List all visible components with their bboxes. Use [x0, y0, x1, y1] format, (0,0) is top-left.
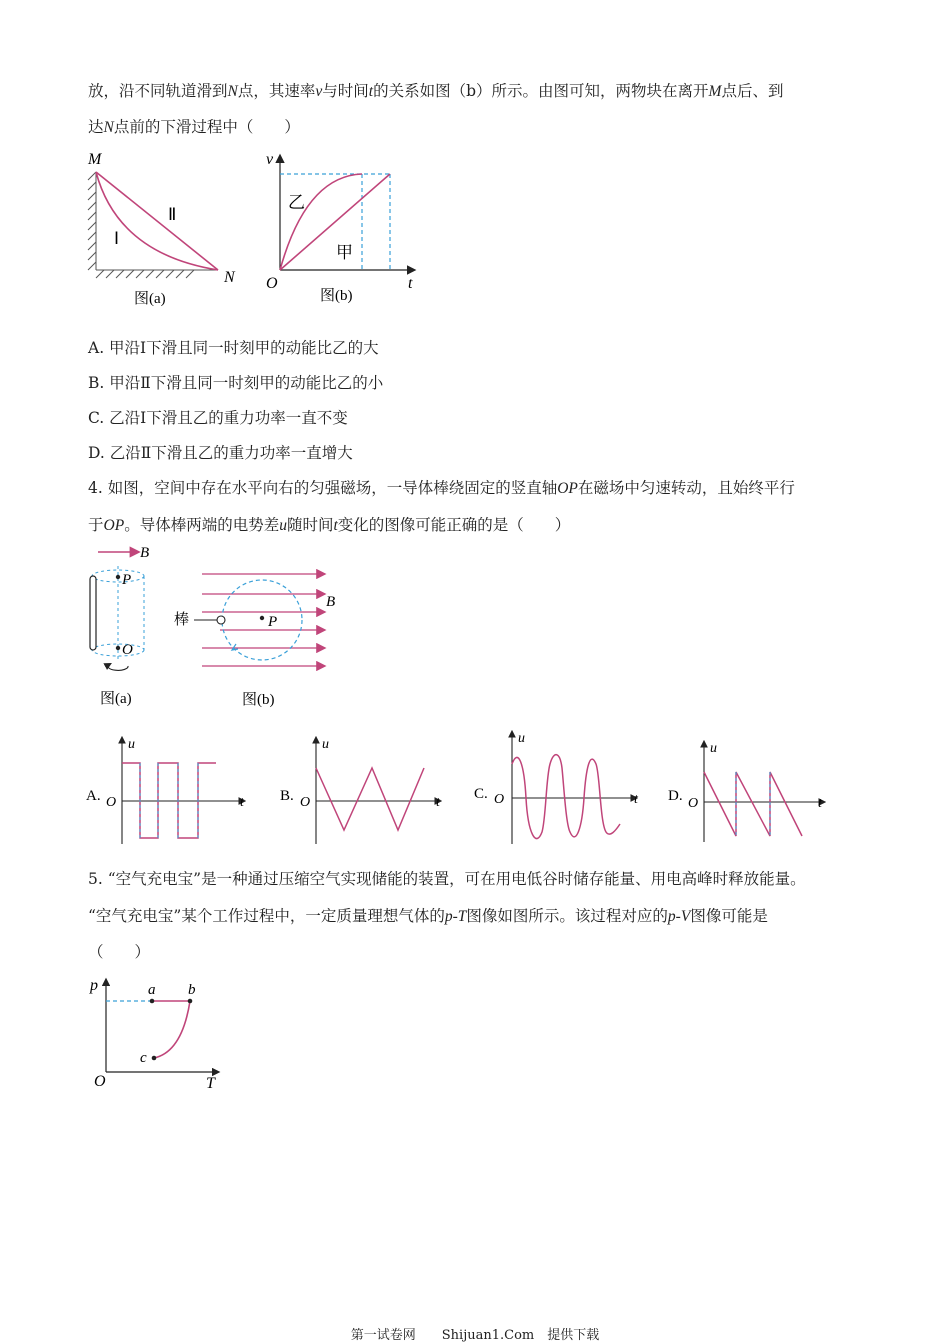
rod-cross-section — [217, 616, 225, 624]
label-P: P — [122, 572, 132, 588]
option-label: C. — [474, 786, 488, 802]
label-track-II: Ⅱ — [168, 205, 177, 224]
q4-figure-b — [170, 560, 350, 716]
caption-q4-fig-b: 图(b) — [242, 692, 275, 708]
wall-hatch — [88, 172, 216, 278]
triangle-wave — [316, 768, 424, 830]
label-O: O — [122, 642, 133, 658]
point-P — [116, 575, 120, 579]
q3-figure-b — [262, 146, 422, 311]
label-track-I: Ⅰ — [114, 229, 120, 248]
q5-pT-figure — [86, 974, 236, 1094]
curve-bc — [154, 1001, 190, 1058]
label-O: O — [688, 796, 699, 811]
label-u: u — [322, 737, 329, 752]
caption-fig-a: 图(a) — [134, 291, 166, 307]
track-II — [96, 172, 218, 270]
label-t: t — [240, 795, 244, 810]
rotation-arrowhead — [232, 644, 238, 650]
q3-option-b: B. 甲沿Ⅱ下滑且同一时刻甲的动能比乙的小 — [88, 374, 384, 392]
q3-figure-a — [84, 146, 244, 311]
rotation-arrow — [108, 664, 128, 670]
label-yi: 乙 — [288, 193, 305, 213]
label-P: P — [268, 614, 278, 630]
q4-stem-line1: 4. 如图，空间中存在水平向右的匀强磁场，一导体棒绕固定的竖直轴OP在磁场中匀速转动，且始终平行 — [88, 479, 795, 497]
label-b: b — [188, 982, 196, 998]
label-N: N — [224, 269, 235, 286]
q3-stem-line1: 放，沿不同轨道滑到N点，其速率v与时间t的关系如图（b）所示。由图可知，两物块在离开M点后、到 — [88, 82, 784, 100]
q5-stem-line1: 5. “空气充电宝”是一种通过压缩空气实现储能的装置，可在用电低谷时储存能量、用电高峰时释放能量。 — [88, 870, 806, 888]
caption-fig-b: 图(b) — [320, 288, 353, 304]
conductor-rod — [90, 576, 96, 650]
label-O: O — [106, 795, 117, 810]
label-a: a — [148, 982, 156, 998]
q4-option-d-graph — [668, 738, 838, 852]
point-c — [152, 1056, 157, 1061]
q4-option-a-graph — [84, 732, 254, 852]
label-t: t — [634, 792, 638, 807]
label-O: O — [300, 795, 311, 810]
label-p: p — [90, 977, 98, 994]
q3-option-c: C. 乙沿Ⅰ下滑且乙的重力功率一直不变 — [88, 409, 348, 427]
label-M: M — [88, 151, 102, 168]
label-B: B — [326, 594, 336, 610]
option-label: B. — [280, 788, 294, 804]
option-label: A. — [86, 788, 101, 804]
label-B: B — [140, 545, 150, 561]
q3-option-d: D. 乙沿Ⅱ下滑且乙的重力功率一直增大 — [88, 444, 353, 462]
label-bang: 棒 — [174, 610, 190, 628]
q5-stem-line3: （ ） — [88, 943, 151, 961]
sawtooth-wave — [704, 772, 802, 836]
option-label: D. — [668, 788, 683, 804]
label-O: O — [266, 275, 278, 292]
label-u: u — [128, 737, 135, 752]
label-O: O — [94, 1073, 106, 1090]
page-footer: 第一试卷网 Shijuan1.Com 提供下载 — [350, 1328, 600, 1343]
label-v: v — [266, 151, 274, 168]
q4-stem-line2: 于OP。导体棒两端的电势差u随时间t变化的图像可能正确的是（ ） — [88, 516, 571, 534]
line-jia — [280, 174, 390, 270]
caption-q4-fig-a: 图(a) — [100, 691, 132, 707]
label-jia: 甲 — [336, 243, 353, 263]
label-c: c — [140, 1050, 147, 1066]
q4-option-b-graph — [280, 732, 450, 852]
label-T: T — [206, 1075, 215, 1092]
label-t: t — [408, 275, 413, 292]
label-t: t — [436, 795, 440, 810]
point-O — [116, 646, 120, 650]
point-b — [188, 999, 193, 1004]
q3-stem-line2: 达N点前的下滑过程中（ ） — [88, 118, 300, 136]
label-O: O — [494, 792, 505, 807]
label-t: t — [818, 796, 822, 811]
q4-option-c-graph — [474, 728, 644, 852]
label-u: u — [710, 741, 717, 756]
point-a — [150, 999, 155, 1004]
q4-figure-a — [84, 544, 174, 714]
q5-stem-line2: “空气充电宝”某个工作过程中，一定质量理想气体的p-T图像如图所示。该过程对应的p-V图像可能是 — [88, 907, 768, 925]
label-u: u — [518, 731, 525, 746]
point-P — [260, 616, 264, 620]
q3-option-a: A. 甲沿Ⅰ下滑且同一时刻甲的动能比乙的大 — [88, 339, 379, 357]
sine-wave — [512, 755, 620, 839]
